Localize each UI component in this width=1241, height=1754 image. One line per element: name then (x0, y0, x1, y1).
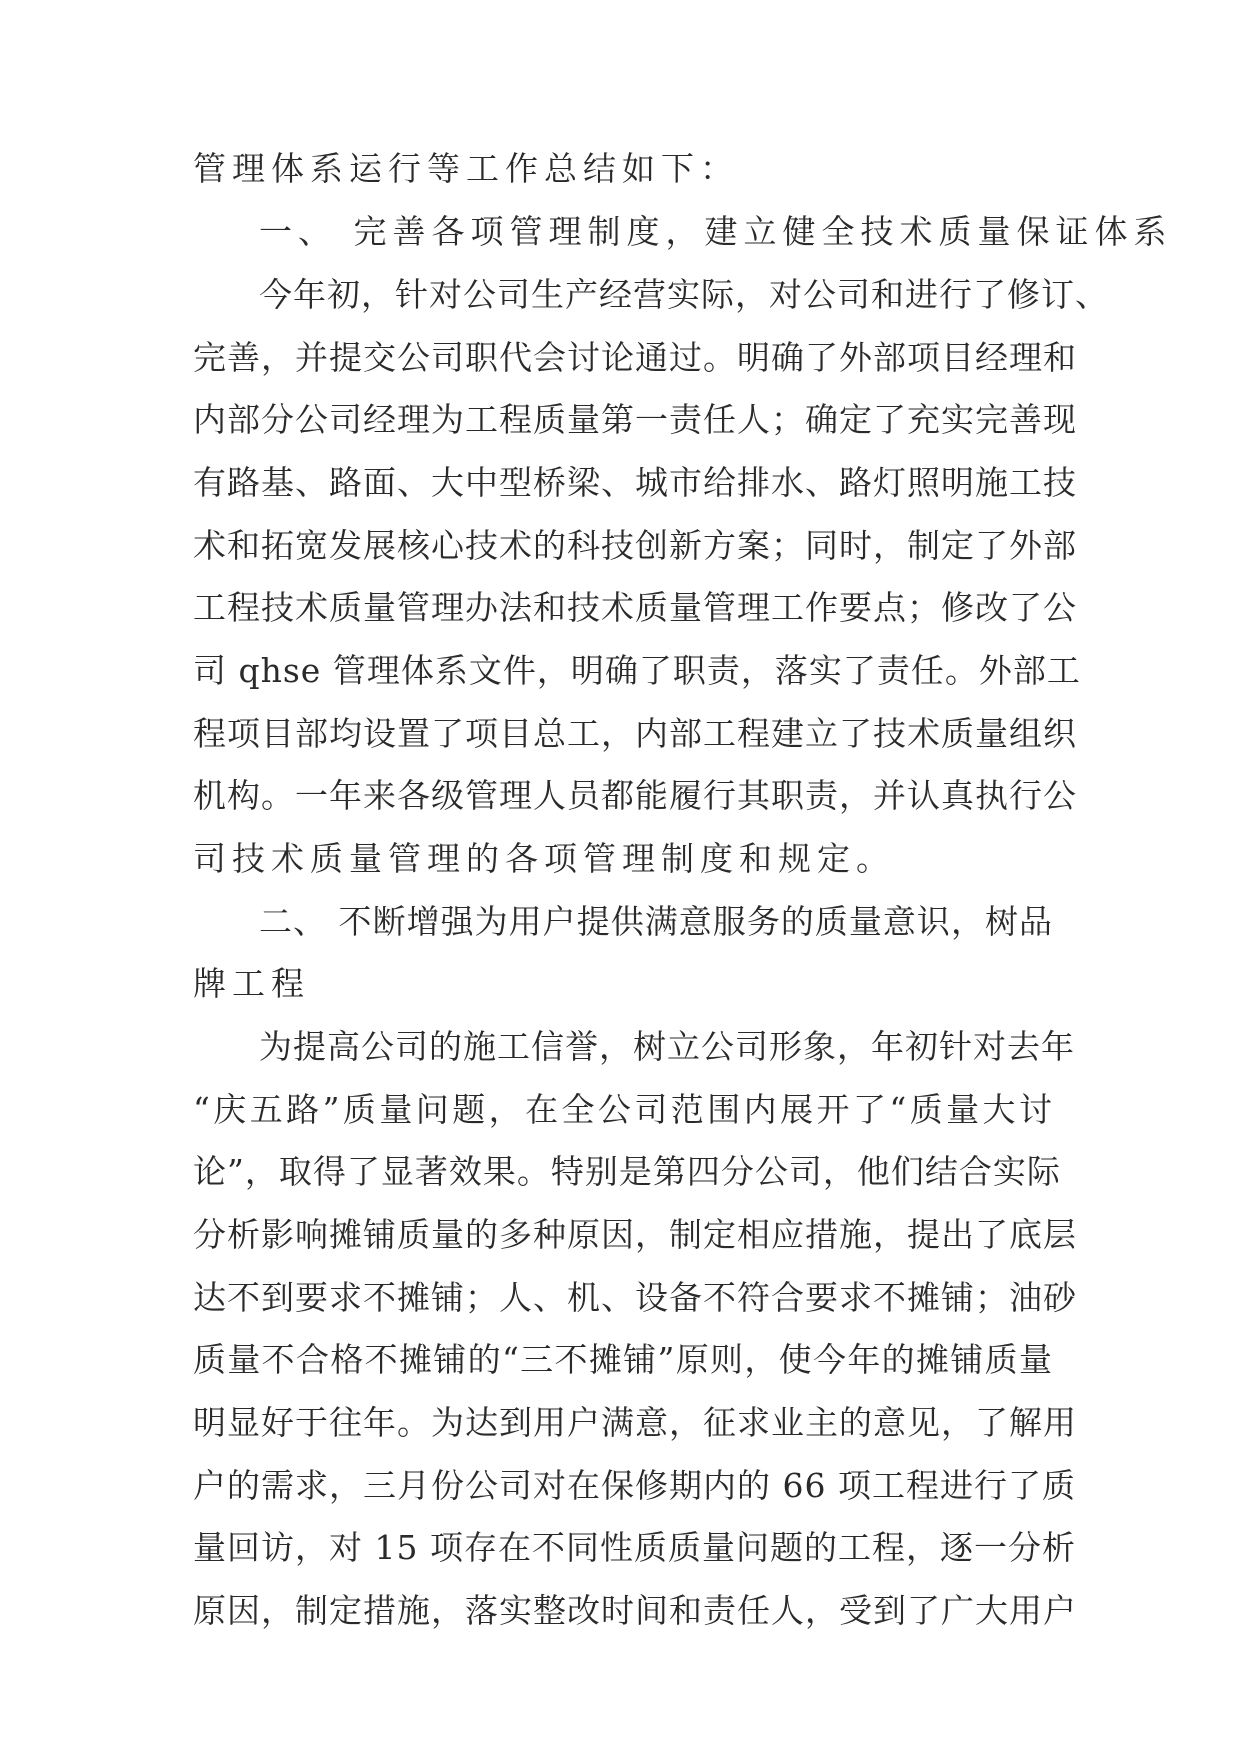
text-line: 术和拓宽发展核心技术的科技创新方案；同时，制定了外部 (193, 526, 1077, 565)
text-line: 户的需求，三月份公司对在保修期内的 66 项工程进行了质 (193, 1466, 1076, 1505)
text-line: 明显好于往年。为达到用户满意，征求业主的意见，了解用 (193, 1403, 1077, 1442)
section-heading: 二、 不断增强为用户提供满意服务的质量意识，树品 (259, 902, 1053, 941)
text-line: 司 qhse 管理体系文件，明确了职责，落实了责任。外部工 (193, 651, 1081, 690)
text-line: 质量不合格不摊铺的“三不摊铺”原则，使今年的摊铺质量 (193, 1340, 1053, 1379)
text-line: 分析影响摊铺质量的多种原因，制定相应措施，提出了底层 (193, 1215, 1077, 1254)
text-line: 机构。一年来各级管理人员都能履行其职责，并认真执行公 (193, 776, 1077, 815)
text-line: 达不到要求不摊铺；人、机、设备不符合要求不摊铺；油砂 (193, 1278, 1077, 1317)
text-line: 管理体系运行等工作总结如下： (193, 149, 739, 188)
text-line: 今年初，针对公司生产经营实际，对公司和进行了修订、 (259, 275, 1109, 314)
text-line: 为提高公司的施工信誉，树立公司形象，年初针对去年 (259, 1027, 1075, 1066)
text-line: 工程技术质量管理办法和技术质量管理工作要点；修改了公 (193, 588, 1077, 627)
text-line: 完善，并提交公司职代会讨论通过。明确了外部项目经理和 (193, 338, 1077, 377)
text-line: 原因，制定措施，落实整改时间和责任人，受到了广大用户 (193, 1591, 1077, 1630)
text-line: 有路基、路面、大中型桥梁、城市给排水、路灯照明施工技 (193, 463, 1077, 502)
text-line: 司技术质量管理的各项管理制度和规定。 (193, 839, 895, 878)
text-line: “庆五路”质量问题，在全公司范围内展开了“质量大讨 (193, 1090, 1053, 1129)
text-line: 程项目部均设置了项目总工，内部工程建立了技术质量组织 (193, 714, 1077, 753)
section-heading: 一、 完善各项管理制度，建立健全技术质量保证体系 (259, 212, 1173, 251)
text-line: 论”，取得了显著效果。特别是第四分公司，他们结合实际 (193, 1152, 1061, 1191)
text-line: 内部分公司经理为工程质量第一责任人；确定了充实完善现 (193, 400, 1077, 439)
section-heading-continued: 牌工程 (193, 964, 310, 1003)
text-line: 量回访，对 15 项存在不同性质质量问题的工程，逐一分析 (193, 1528, 1076, 1567)
